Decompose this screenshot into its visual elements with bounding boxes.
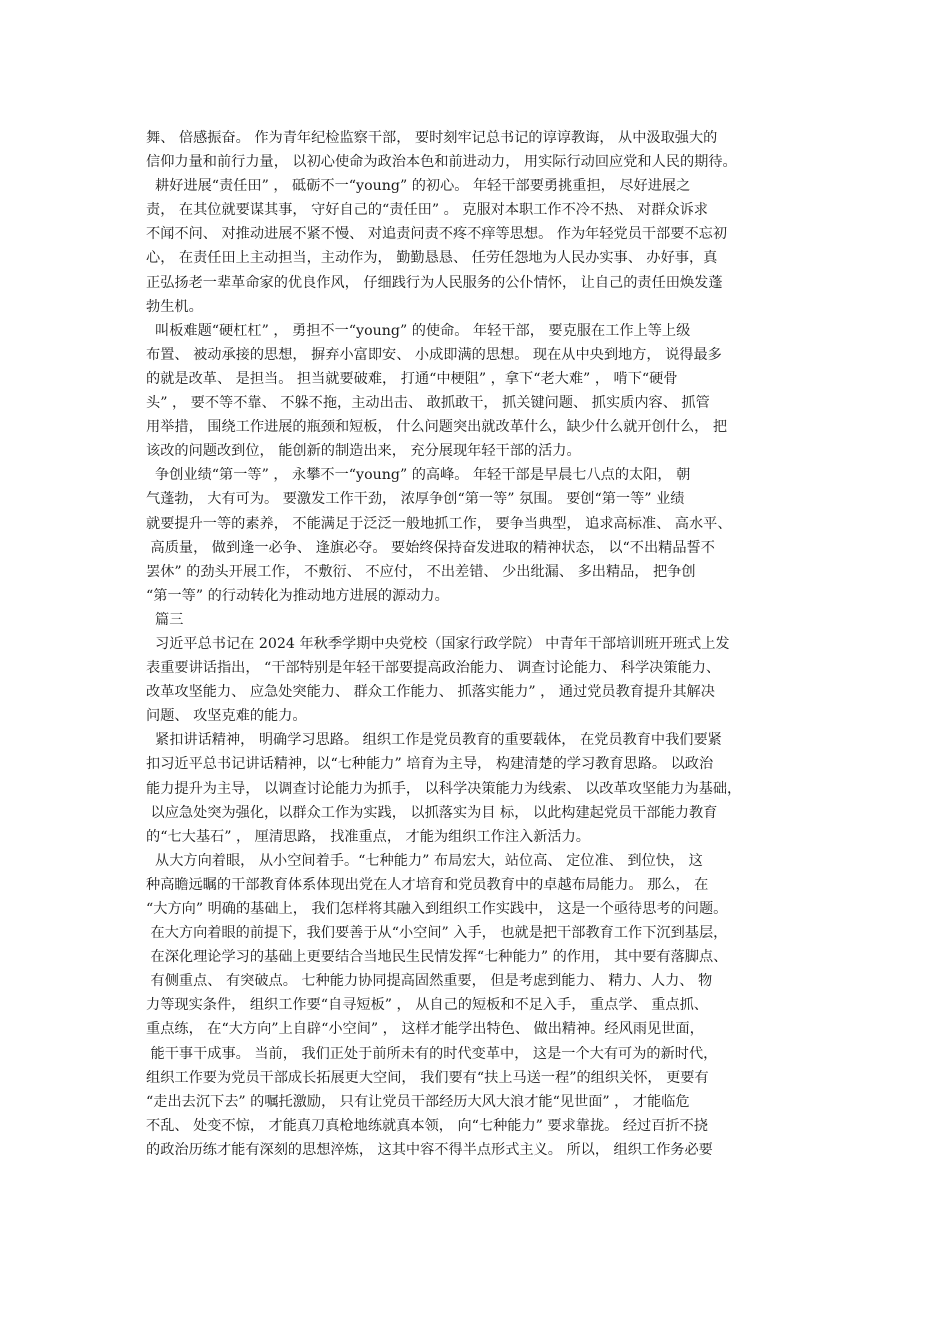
text-line: 就要提升一等的素养， 不能满足于泛泛一般地抓工作， 要争当典型， 追求高标准、 高水平、	[146, 515, 732, 532]
text-line: 有侧重点、 有突破点。 七种能力协同提高固然重要， 但是考虑到能力、 精力、人力、 物	[146, 973, 713, 990]
text-line: 用举措， 围绕工作进展的瓶颈和短板， 什么问题突出就改革什么，缺少什么就开创什么， 把	[146, 419, 728, 436]
text-line: 舞、 倍感振奋。 作为青年纪检监察干部， 要时刻牢记总书记的谆谆教诲， 从中汲取强大的	[146, 130, 718, 146]
text-line: “第一等” 的行动转化为推动地方进展的源动力。	[146, 587, 449, 604]
text-line: 问题、 攻坚克难的能力。	[146, 708, 307, 725]
text-line: 组织工作要为党员干部成长拓展更大空间， 我们要有“扶上马送一程”的组织关怀， 更要有	[146, 1069, 709, 1086]
text-line: 布置、 被动承接的思想， 摒弃小富即安、 小成即满的思想。 现在从中央到地方， 说得最多	[146, 346, 722, 363]
text-line: 不乱、 处变不惊， 才能真刀真枪地练就真本领， 向“七种能力” 要求靠拢。 经过百折不挠	[146, 1117, 708, 1134]
text-line: “大方向” 明确的基础上， 我们怎样将其融入到组织工作实践中， 这是一个亟待思考的问题。	[146, 901, 728, 917]
text-line: 能干事干成事。 当前， 我们正处于前所未有的时代变革中， 这是一个大有可为的新时代，	[146, 1045, 718, 1062]
text-line: 以应急处突为强化，以群众工作为实践， 以抓落实为目 标， 以此构建起党员干部能力教育	[146, 804, 718, 821]
text-line: 紧扣讲话精神， 明确学习思路。 组织工作是党员教育的重要载体， 在党员教育中我们要紧	[146, 732, 722, 749]
text-line: 责， 在其位就要谋其事， 守好自己的“责任田” 。 克服对本职工作不冷不热、 对群众诉求	[146, 202, 708, 219]
text-line: 高质量， 做到逢一必争、 逢旗必夺。 要始终保持奋发进取的精神状态， 以“不出精品誓不	[146, 539, 715, 556]
text-line: 该改的问题改到位， 能创新的制造出来， 充分展现年轻干部的活力。	[146, 443, 581, 460]
text-line: 不闻不问、 对推动进展不紧不慢、 对追责问责不疼不痒等思想。 作为年轻党员干部要不忘初	[146, 226, 728, 243]
text-line: 改革攻坚能力、 应急处突能力、 群众工作能力、 抓落实能力” ， 通过党员教育提升其解决	[146, 684, 715, 701]
text-line: 头” ， 要不等不靠、 不躲不拖，主动出击、 敢抓敢干， 抓关键问题、 抓实质内容、 抓管	[146, 395, 710, 412]
text-line: 心， 在责任田上主动担当，主动作为， 勤勤恳恳、 任劳任怨地为人民办实事、 办好事，真	[146, 250, 718, 267]
text-line: 扣习近平总书记讲话精神，以“七种能力” 培育为主导， 构建清楚的学习教育思路。 以政治	[146, 756, 714, 773]
text-line: 的“七大基石” ， 厘清思路， 找准重点， 才能为组织工作注入新活力。	[146, 828, 590, 845]
text-line: 的就是改革、 是担当。 担当就要破难， 打通“中梗阻” ，拿下“老大难” ， 啃下“硬骨	[146, 370, 678, 387]
text-line: 重点练， 在“大方向”上自辟“小空间” ， 这样才能学出特色、 做出精神。经风雨见世面，	[146, 1021, 704, 1038]
text-line: 耕好进展“责任田” ， 砥砺不一“young” 的初心。 年轻干部要勇挑重担， 尽好进展之	[146, 178, 691, 195]
text-line: 勃生机。	[146, 298, 203, 315]
text-line: 争创业绩“第一等” ， 永攀不一“young” 的高峰。 年轻干部是早晨七八点的太阳， 朝	[146, 467, 691, 484]
text-line: 在深化理论学习的基础上更要结合当地民生民情发挥“七种能力” 的作用， 其中要有落脚点、	[146, 949, 728, 966]
text-line: 在大方向着眼的前提下，我们要善于从“小空间” 入手， 也就是把干部教育工作下沉到基层，	[146, 925, 728, 942]
text-line: “走出去沉下去” 的嘱托激励， 只有让党员干部经历大风大浪才能“见世面” ， 才能临危	[146, 1093, 690, 1110]
text-line: 习近平总书记在 2024 年秋季学期中央党校（国家行政学院） 中青年干部培训班开班式上发	[146, 635, 730, 652]
text-line: 信仰力量和前行力量， 以初心使命为政治本色和前进动力， 用实际行动回应党和人民的期待。	[146, 154, 737, 171]
text-line: 表重要讲话指出， “干部特别是年轻干部要提高政治能力、 调查讨论能力、 科学决策能力、	[146, 660, 721, 677]
text-line: 种高瞻远瞩的干部教育体系体现出党在人才培育和党员教育中的卓越布局能力。 那么， 在	[146, 876, 709, 893]
text-line: 罢休” 的劲头开展工作， 不敷衍、 不应付， 不出差错、 少出纰漏、 多出精品， 把争创	[146, 563, 696, 580]
text-line: 正弘扬老一辈革命家的优良作风， 仔细践行为人民服务的公仆情怀， 让自己的责任田焕发蓬	[146, 274, 723, 291]
text-line: 叫板难题“硬杠杠” ， 勇担不一“young” 的使命。 年轻干部， 要克服在工作上等上级	[146, 322, 691, 339]
text-line: 能力提升为主导， 以调查讨论能力为抓手， 以科学决策能力为线索、 以改革攻坚能力为基础，	[146, 780, 742, 797]
text-line: 篇三	[146, 611, 184, 628]
text-line: 力等现实条件， 组织工作要“自寻短板” ， 从自己的短板和不足入手， 重点学、 重点抓、	[146, 997, 708, 1014]
text-line: 气蓬勃， 大有可为。 要激发工作干劲， 浓厚争创“第一等” 氛围。 要创“第一等” 业绩	[146, 491, 685, 508]
document-body	[146, 126, 818, 1162]
text-line: 从大方向着眼， 从小空间着手。“七种能力” 布局宏大，站位高、 定位准、 到位快， 这	[146, 852, 703, 869]
text-line: 的政治历练才能有深刻的思想淬炼， 这其中容不得半点形式主义。 所以， 组织工作务必要	[146, 1141, 713, 1158]
